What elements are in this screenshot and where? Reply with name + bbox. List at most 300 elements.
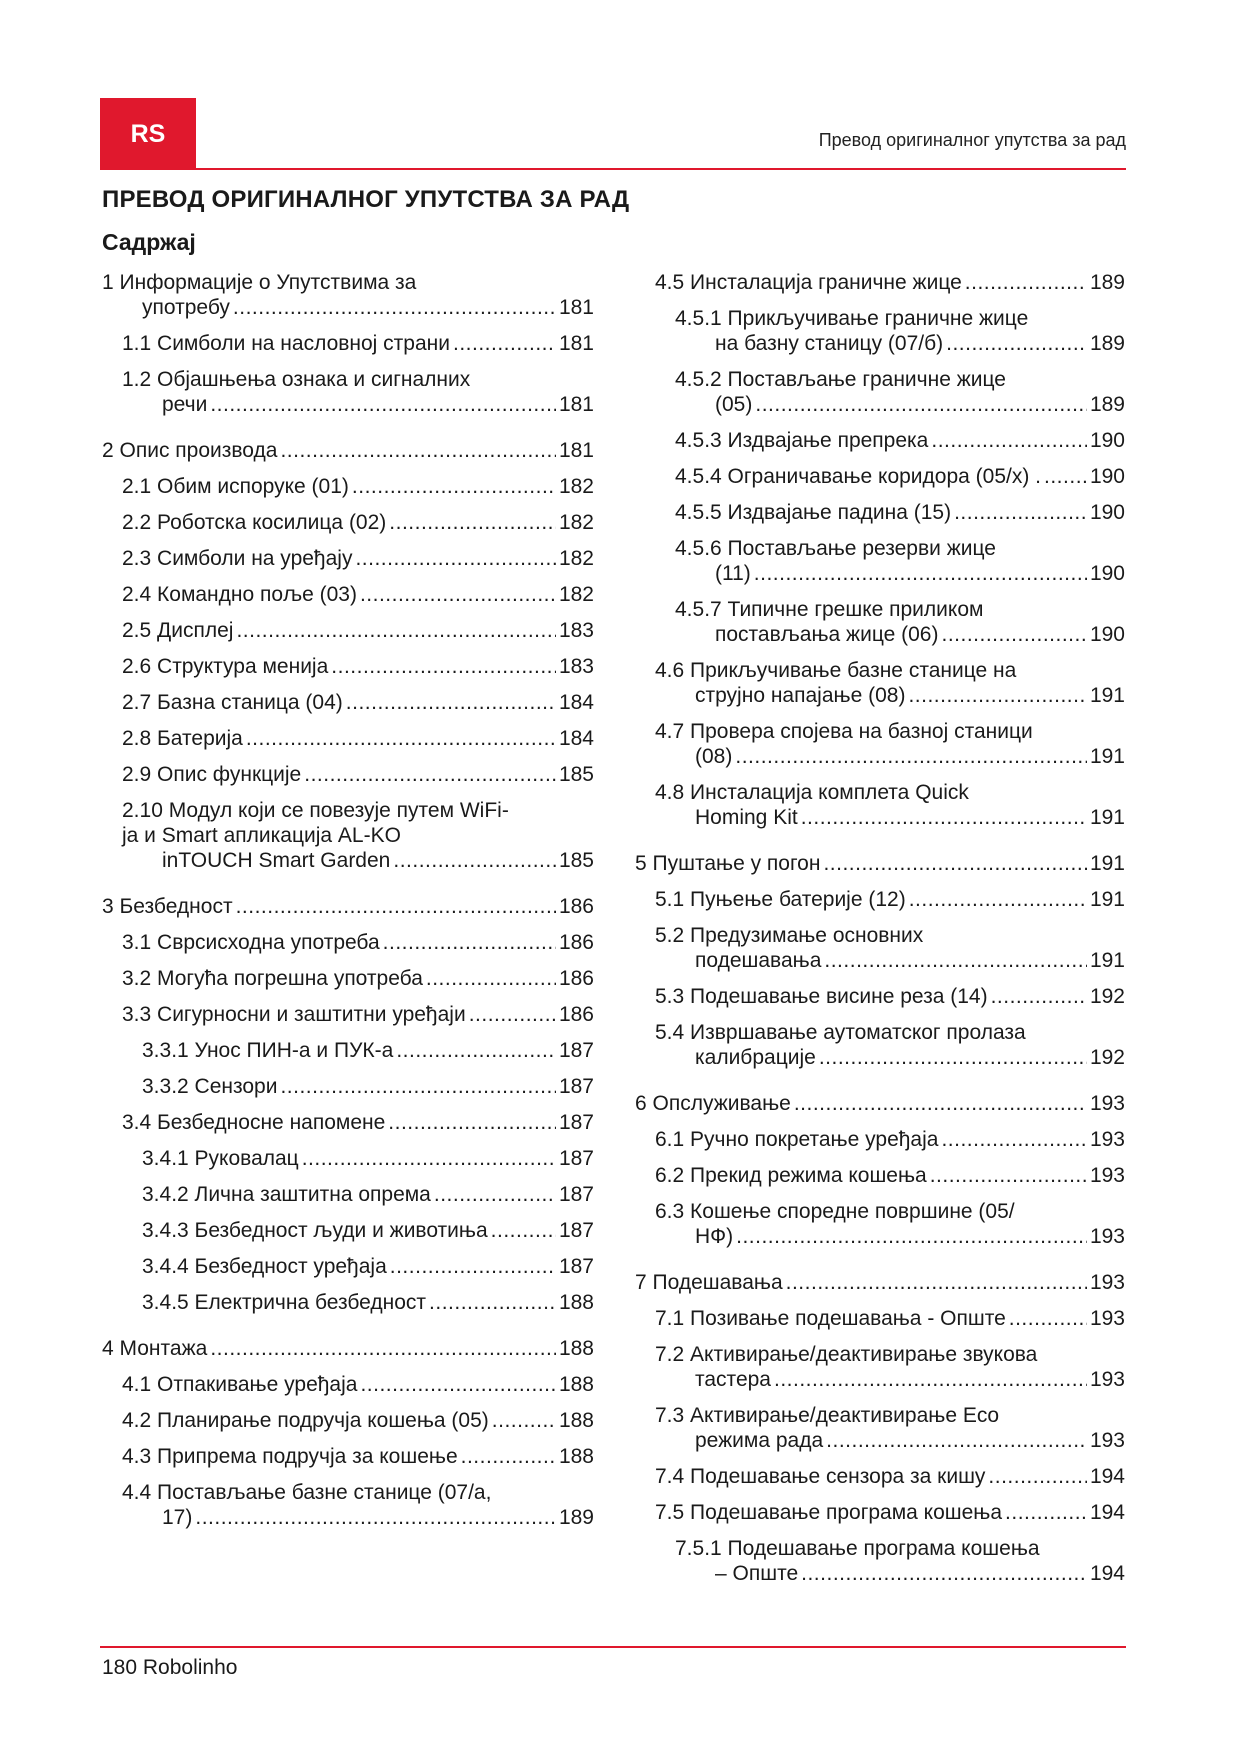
toc-entry-line: [102, 438, 594, 463]
toc-entry-line: [635, 1500, 1125, 1525]
document-title: ПРЕВОД ОРИГИНАЛНОГ УПУТСТВА ЗА РАД: [102, 186, 630, 213]
toc-page-number: 191: [1089, 949, 1125, 972]
toc-entry-line: [635, 1464, 1125, 1489]
toc-entry-line: [102, 331, 594, 356]
toc-entry[interactable]: [102, 1218, 594, 1254]
toc-entry[interactable]: [102, 1146, 594, 1182]
toc-page-number: 186: [558, 967, 594, 990]
toc-entry-text: 4.5.5 Издвајање падина (15): [675, 501, 952, 524]
toc-entry-text: речи: [162, 393, 208, 416]
toc-entry-line: [102, 1408, 594, 1433]
dot-leader: [352, 474, 556, 499]
toc-entry[interactable]: [102, 546, 594, 582]
toc-page-number: 181: [558, 393, 594, 416]
toc-page-number: 193: [1089, 1128, 1125, 1151]
toc-entry-line: [102, 392, 594, 417]
toc-entry-title: 6.3 Кошење споредне површине (05/: [655, 1200, 1015, 1223]
toc-right-column: [635, 270, 1125, 1597]
toc-entry-text: 3.4.2 Лична заштитна опрема: [142, 1183, 431, 1206]
dot-leader: [346, 690, 556, 715]
toc-entry[interactable]: [102, 1254, 594, 1290]
toc-entry[interactable]: [635, 1342, 1125, 1403]
dot-leader: [965, 270, 1087, 295]
dot-leader: [396, 1038, 556, 1063]
toc-entry-text: 17): [162, 1506, 193, 1529]
toc-page-number: 187: [558, 1075, 594, 1098]
toc-entry-text: 6.1 Ручно покретање уређаја: [655, 1128, 939, 1151]
toc-entry-line: [102, 1146, 594, 1171]
running-header: Превод оригиналног упутства за рад: [818, 130, 1126, 150]
toc-entry-line: [635, 1127, 1125, 1152]
toc-page-number: 181: [558, 439, 594, 462]
toc-page-number: 193: [1089, 1092, 1125, 1115]
toc-entry-line: [102, 762, 594, 787]
toc-entry-text: 3.3.1 Унос ПИН-а и ПУК-а: [142, 1039, 394, 1062]
toc-entry-line: [102, 726, 594, 751]
dot-leader: [1009, 1306, 1087, 1331]
toc-page-number: 188: [558, 1373, 594, 1396]
toc-entry-text: 2.4 Командно поље (03): [122, 583, 357, 606]
toc-entry-text: 2.2 Роботска косилица (02): [122, 511, 387, 534]
toc-entry-text: – Опште: [715, 1562, 799, 1585]
toc-page-number: 193: [1089, 1429, 1125, 1452]
toc-entry-text: постављања жице (06): [715, 623, 939, 646]
toc-entry-text: 3.1 Сврсисходна употреба: [122, 931, 380, 954]
toc-entry[interactable]: [102, 1290, 594, 1336]
dot-leader: [909, 887, 1087, 912]
toc-entry[interactable]: [102, 1182, 594, 1218]
toc-entry-text: 3.2 Могућа погрешна употреба: [122, 967, 423, 990]
toc-entry-title: 4.4 Постављање базне станице (07/а,: [122, 1481, 492, 1504]
toc-entry[interactable]: [635, 887, 1125, 923]
toc-entry-title: 5.4 Извршавање аутоматског пролаза: [655, 1021, 1026, 1044]
dot-leader: [236, 618, 556, 643]
dot-leader: [304, 762, 556, 787]
toc-entry-line: [635, 1270, 1125, 1295]
toc-entry-line: [102, 546, 594, 571]
toc-entry-line: [635, 948, 1125, 973]
toc-page-number: 191: [1089, 888, 1125, 911]
toc-entry-text: употребу: [142, 296, 230, 319]
toc-page-number: 190: [1089, 429, 1125, 452]
toc-entry-line: [102, 1254, 594, 1279]
toc-entry[interactable]: [635, 1500, 1125, 1536]
toc-entry[interactable]: [635, 306, 1125, 367]
toc-entry[interactable]: [635, 1536, 1125, 1597]
dot-leader: [786, 1270, 1087, 1295]
dot-leader: [794, 1091, 1087, 1116]
toc-entry-title: 4.6 Прикључивање базне станице на: [655, 659, 1017, 682]
toc-entry-line: [102, 1002, 594, 1027]
dot-leader: [491, 1218, 556, 1243]
toc-entry-line: [102, 618, 594, 643]
toc-entry[interactable]: [635, 923, 1125, 984]
toc-page-number: 193: [1089, 1271, 1125, 1294]
dot-leader: [434, 1182, 556, 1207]
toc-entry-text: 3.3.2 Сензори: [142, 1075, 278, 1098]
toc-entry-title: 4.8 Инсталација комплета Quick: [655, 781, 969, 804]
toc-entry[interactable]: [635, 1199, 1125, 1270]
toc-entry[interactable]: [102, 690, 594, 726]
toc-entry[interactable]: [635, 1091, 1125, 1127]
dot-leader: [233, 295, 556, 320]
toc-entry[interactable]: [102, 618, 594, 654]
toc-entry[interactable]: [102, 654, 594, 690]
dot-leader: [819, 1045, 1087, 1070]
toc-page-number: 187: [558, 1039, 594, 1062]
toc-entry-line: [635, 683, 1125, 708]
toc-page-number: 188: [558, 1337, 594, 1360]
toc-entry-title: 5.2 Предузимање основних: [655, 924, 924, 947]
toc-entry-title: ја и Smart апликација AL-KO: [122, 824, 401, 847]
toc-entry[interactable]: [102, 1038, 594, 1074]
toc-entry-title: 2.10 Модул који се повезује путем WiFi-: [122, 799, 509, 822]
toc-page-number: 182: [558, 511, 594, 534]
toc-entry[interactable]: [635, 1020, 1125, 1091]
toc-entry-text: 4.5.3 Издвајање препрека: [675, 429, 929, 452]
toc-entry-text: 3 Безбедност: [102, 895, 233, 918]
toc-entry-line: [635, 1306, 1125, 1331]
toc-entry[interactable]: [102, 474, 594, 510]
dot-leader: [930, 1163, 1087, 1188]
toc-page-number: 193: [1089, 1164, 1125, 1187]
toc-entry[interactable]: [635, 1163, 1125, 1199]
toc-entry[interactable]: [102, 894, 594, 930]
toc-entry[interactable]: [635, 1306, 1125, 1342]
toc-entry-text: 6 Опслуживање: [635, 1092, 791, 1115]
toc-entry[interactable]: [102, 1372, 594, 1408]
toc-page-number: 193: [1089, 1368, 1125, 1391]
dot-leader: [280, 438, 556, 463]
dot-leader: [461, 1444, 556, 1469]
toc-entry-line: [102, 690, 594, 715]
dot-leader: [1044, 464, 1087, 489]
toc-entry[interactable]: [635, 597, 1125, 658]
toc-entry-text: струјно напајање (08): [695, 684, 906, 707]
toc-page-number: 190: [1089, 562, 1125, 585]
toc-entry-text: (11): [715, 562, 751, 585]
dot-leader: [941, 622, 1086, 647]
toc-entry[interactable]: [635, 984, 1125, 1020]
toc-entry[interactable]: [635, 270, 1125, 306]
toc-entry-text: inTOUCH Smart Garden: [162, 849, 391, 872]
toc-entry[interactable]: [102, 438, 594, 474]
toc-page-number: 185: [558, 849, 594, 872]
toc-entry-line: [635, 1163, 1125, 1188]
toc-page-number: 190: [1089, 501, 1125, 524]
toc-page-number: 186: [558, 931, 594, 954]
toc-entry-line: [102, 582, 594, 607]
toc-page-number: 188: [558, 1291, 594, 1314]
toc-entry-text: 2.7 Базна станица (04): [122, 691, 343, 714]
toc-page-number: 194: [1089, 1501, 1125, 1524]
toc-entry[interactable]: [102, 930, 594, 966]
toc-page-number: 190: [1089, 465, 1125, 488]
toc-page-number: 187: [558, 1147, 594, 1170]
dot-leader: [801, 805, 1087, 830]
toc-entry-text: 4.5 Инсталација граничне жице: [655, 271, 962, 294]
dot-leader: [302, 1146, 556, 1171]
dot-leader: [331, 654, 556, 679]
toc-entry-line: [635, 1091, 1125, 1116]
toc-entry-line: [635, 1224, 1125, 1249]
dot-leader: [246, 726, 556, 751]
toc-entry-line: [102, 848, 594, 873]
toc-page-number: 189: [1089, 271, 1125, 294]
toc-page-number: 191: [1089, 806, 1125, 829]
toc-entry[interactable]: [102, 510, 594, 546]
page-number: 180: [102, 1656, 138, 1679]
dot-leader: [280, 1074, 555, 1099]
toc-entry-text: (05): [715, 393, 753, 416]
toc-entry[interactable]: [635, 1127, 1125, 1163]
dot-leader: [388, 1110, 556, 1135]
toc-entry[interactable]: [102, 1074, 594, 1110]
dot-leader: [469, 1002, 556, 1027]
toc-page-number: 186: [558, 895, 594, 918]
toc-entry[interactable]: [102, 1408, 594, 1444]
header-rule: [100, 168, 1126, 170]
toc-page-number: 193: [1089, 1307, 1125, 1330]
toc-entry-line: [102, 1074, 594, 1099]
toc-entry-title: 4.5.7 Типичне грешке приликом: [675, 598, 984, 621]
toc-page-number: 187: [558, 1183, 594, 1206]
toc-entry-text: режима рада: [695, 1429, 824, 1452]
dot-leader: [954, 500, 1087, 525]
toc-entry-line: [635, 805, 1125, 830]
toc-entry-line: [635, 1367, 1125, 1392]
toc-entry-line: [102, 654, 594, 679]
toc-entry-text: калибрације: [695, 1046, 816, 1069]
toc-entry-text: 2.1 Обим испоруке (01): [122, 475, 349, 498]
toc-entry-text: на базну станицу (07/б): [715, 332, 944, 355]
toc-entry-text: подешавања: [695, 949, 822, 972]
toc-entry-line: [635, 428, 1125, 453]
toc-entry-text: 5 Пуштање у погон: [635, 852, 821, 875]
toc-page-number: 182: [558, 475, 594, 498]
toc-entry-text: 2.6 Структура менија: [122, 655, 329, 678]
language-tab: RS: [100, 98, 196, 170]
toc-page-number: 192: [1089, 985, 1125, 1008]
toc-entry[interactable]: [102, 1110, 594, 1146]
toc-entry-line: [102, 474, 594, 499]
dot-leader: [826, 1428, 1087, 1453]
toc-entry-text: 2.3 Симболи на уређају: [122, 547, 353, 570]
toc-page-number: 191: [1089, 745, 1125, 768]
dot-leader: [801, 1561, 1087, 1586]
toc-entry[interactable]: [635, 1270, 1125, 1306]
toc-entry-text: 4.1 Отпакивање уређаја: [122, 1373, 358, 1396]
toc-entry-line: [102, 1038, 594, 1063]
page-footer: [102, 1656, 237, 1680]
toc-entry[interactable]: [102, 798, 594, 894]
dot-leader: [946, 331, 1087, 356]
toc-page-number: 184: [558, 727, 594, 750]
toc-page-number: 193: [1089, 1225, 1125, 1248]
toc-entry-line: [102, 1372, 594, 1397]
toc-entry-title: 7.2 Активирање/деактивирање звукова: [655, 1343, 1038, 1366]
toc-entry[interactable]: [635, 367, 1125, 428]
toc-page-number: 189: [558, 1506, 594, 1529]
toc-entry-line: [102, 930, 594, 955]
toc-entry-title: 4.7 Провера спојева на базној станици: [655, 720, 1033, 743]
toc-page-number: 187: [558, 1111, 594, 1134]
dot-leader: [1005, 1500, 1087, 1525]
toc-entry-text: 7 Подешавања: [635, 1271, 783, 1294]
toc-entry-line: [102, 1182, 594, 1207]
toc-page-number: 189: [1089, 332, 1125, 355]
toc-entry[interactable]: [102, 726, 594, 762]
toc-entry[interactable]: [635, 851, 1125, 887]
toc-entry[interactable]: [102, 582, 594, 618]
dot-leader: [393, 848, 556, 873]
dot-leader: [360, 1372, 556, 1397]
toc-entry-text: 7.1 Позивање подешавања - Опште: [655, 1307, 1006, 1330]
toc-page-number: 190: [1089, 623, 1125, 646]
footer-rule: [100, 1646, 1126, 1648]
toc-entry[interactable]: [635, 464, 1125, 500]
toc-entry-text: Homing Kit: [695, 806, 798, 829]
toc-left-column: [102, 270, 594, 1541]
toc-entry-title: 1.2 Објашњења ознака и сигналних: [122, 368, 471, 391]
toc-entry-text: 2 Опис производа: [102, 439, 278, 462]
toc-entry-text: тастера: [695, 1368, 771, 1391]
toc-entry-text: 7.5 Подешавање програма кошења: [655, 1501, 1003, 1524]
toc-page-number: 189: [1089, 393, 1125, 416]
dot-leader: [360, 582, 556, 607]
toc-entry-title: 1 Информације о Упутствима за: [102, 271, 417, 294]
toc-entry-text: 4.3 Припрема подручја за кошење: [122, 1445, 458, 1468]
dot-leader: [389, 510, 556, 535]
toc-entry[interactable]: [102, 966, 594, 1002]
toc-entry-text: (08): [695, 745, 733, 768]
toc-entry-text: 2.5 Дисплеј: [122, 619, 234, 642]
toc-entry-text: 6.2 Прекид режима кошења: [655, 1164, 927, 1187]
toc-entry[interactable]: [635, 780, 1125, 851]
toc-entry-text: 3.4.3 Безбедност људи и животиња: [142, 1219, 488, 1242]
dot-leader: [823, 851, 1087, 876]
toc-entry[interactable]: [635, 1403, 1125, 1464]
toc-entry-line: [635, 464, 1125, 489]
toc-entry-line: [102, 894, 594, 919]
toc-page-number: 191: [1089, 852, 1125, 875]
toc-entry-text: 4.2 Планирање подручја кошења (05): [122, 1409, 489, 1432]
toc-entry[interactable]: [102, 367, 594, 438]
dot-leader: [390, 1254, 556, 1279]
toc-entry-line: [635, 331, 1125, 356]
toc-entry-text: 3.3 Сигурносни и заштитни уређаји: [122, 1003, 466, 1026]
toc-entry-text: 1.1 Симболи на насловној страни: [122, 332, 450, 355]
toc-entry-line: [102, 966, 594, 991]
toc-entry-line: [635, 851, 1125, 876]
toc-entry-title: 7.3 Активирање/деактивирање Eco: [655, 1404, 1000, 1427]
dot-leader: [991, 984, 1087, 1009]
dot-leader: [941, 1127, 1087, 1152]
dot-leader: [908, 683, 1087, 708]
toc-entry[interactable]: [102, 331, 594, 367]
toc-entry[interactable]: [102, 1480, 594, 1541]
toc-entry-line: [102, 1218, 594, 1243]
toc-entry-line: [635, 500, 1125, 525]
dot-leader: [426, 966, 556, 991]
toc-page-number: 188: [558, 1409, 594, 1432]
toc-entry-line: [635, 392, 1125, 417]
toc-entry-line: [102, 1444, 594, 1469]
toc-entry-text: 3.4.4 Безбедност уређаја: [142, 1255, 387, 1278]
toc-page-number: 183: [558, 619, 594, 642]
toc-page-number: 181: [558, 296, 594, 319]
dot-leader: [429, 1290, 556, 1315]
toc-entry-line: [102, 1505, 594, 1530]
toc-page-number: 191: [1089, 684, 1125, 707]
toc-entry-text: 5.3 Подешавање висине реза (14): [655, 985, 988, 1008]
toc-entry-line: [635, 1428, 1125, 1453]
toc-page-number: 187: [558, 1255, 594, 1278]
toc-entry-text: 3.4.1 Руковалац: [142, 1147, 299, 1170]
toc-page-number: 182: [558, 583, 594, 606]
toc-entry[interactable]: [635, 1464, 1125, 1500]
dot-leader: [931, 428, 1087, 453]
dot-leader: [355, 546, 556, 571]
toc-page-number: 181: [558, 332, 594, 355]
dot-leader: [774, 1367, 1087, 1392]
toc-entry[interactable]: [102, 270, 594, 331]
toc-entry-line: [635, 887, 1125, 912]
toc-page-number: 194: [1089, 1562, 1125, 1585]
toc-entry-line: [635, 622, 1125, 647]
toc-entry[interactable]: [102, 1002, 594, 1038]
dot-leader: [210, 392, 556, 417]
dot-leader: [736, 1224, 1087, 1249]
toc-entry-text: 2.8 Батерија: [122, 727, 243, 750]
toc-entry[interactable]: [635, 500, 1125, 536]
toc-entry-line: [102, 295, 594, 320]
toc-entry-line: [102, 1290, 594, 1315]
toc-entry[interactable]: [635, 719, 1125, 780]
toc-entry[interactable]: [635, 658, 1125, 719]
toc-entry-text: 3.4.5 Електрична безбедност: [142, 1291, 427, 1314]
toc-entry[interactable]: [102, 1336, 594, 1372]
dot-leader: [195, 1505, 556, 1530]
dot-leader: [754, 561, 1087, 586]
dot-leader: [383, 930, 556, 955]
toc-entry-line: [635, 1561, 1125, 1586]
toc-entry[interactable]: [102, 1444, 594, 1480]
toc-entry-line: [635, 984, 1125, 1009]
dot-leader: [453, 331, 556, 356]
toc-entry-line: [102, 510, 594, 535]
toc-page-number: 183: [558, 655, 594, 678]
toc-entry[interactable]: [102, 762, 594, 798]
dot-leader: [824, 948, 1087, 973]
toc-page-number: 188: [558, 1445, 594, 1468]
toc-entry-text: 7.4 Подешавање сензора за кишу: [655, 1465, 986, 1488]
toc-page-number: 182: [558, 547, 594, 570]
product-name: Robolinho: [142, 1656, 238, 1679]
toc-page-number: 187: [558, 1219, 594, 1242]
dot-leader: [755, 392, 1087, 417]
toc-page-number: 186: [558, 1003, 594, 1026]
toc-entry[interactable]: [635, 428, 1125, 464]
dot-leader: [236, 894, 556, 919]
toc-entry-line: [635, 744, 1125, 769]
toc-entry-line: [635, 1045, 1125, 1070]
toc-entry-line: [102, 1110, 594, 1135]
toc-entry[interactable]: [635, 536, 1125, 597]
toc-page-number: 184: [558, 691, 594, 714]
toc-entry-text: 2.9 Опис функције: [122, 763, 302, 786]
toc-entry-title: 4.5.6 Постављање резерви жице: [675, 537, 996, 560]
